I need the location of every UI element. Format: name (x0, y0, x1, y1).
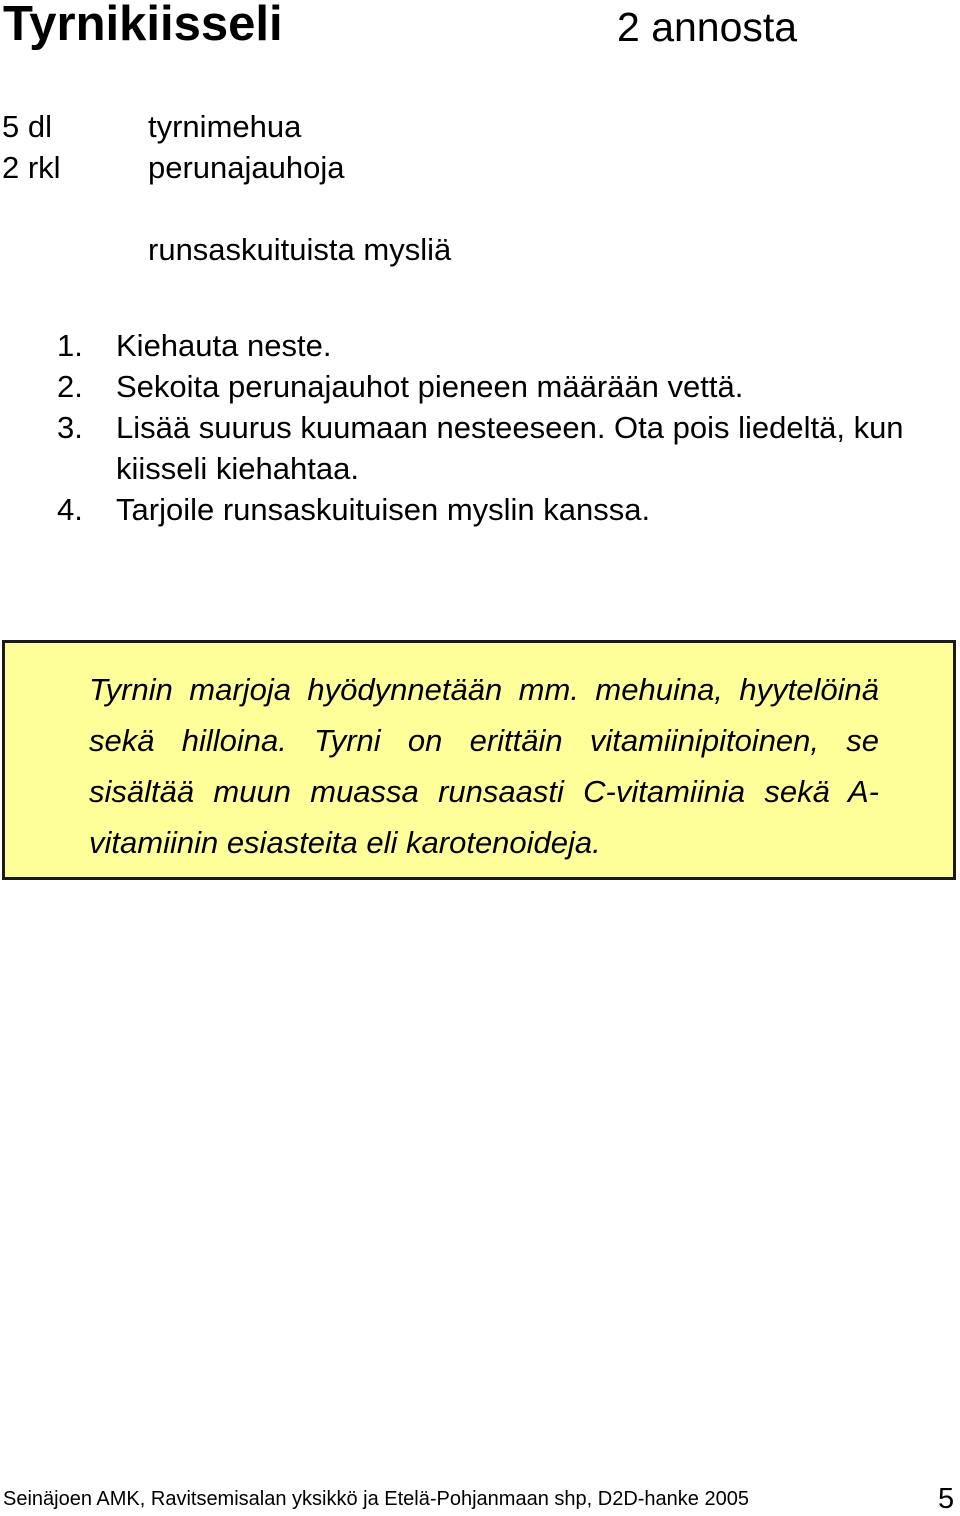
recipe-title: Tyrnikiisseli (3, 0, 283, 51)
footer-text: Seinäjoen AMK, Ravitsemisalan yksikkö ja Etelä-Pohjanmaan shp, D2D-hanke 2005 (3, 1488, 749, 1510)
step-text: Tarjoile runsaskuituisen myslin kanssa. (116, 492, 651, 527)
step-item (0, 325, 960, 366)
step-number: 4. (57, 492, 83, 527)
step-item (0, 489, 960, 530)
ingredient-name: tyrnimehua (148, 109, 302, 144)
ingredient-name: perunajauhoja (148, 150, 345, 185)
step-text: Kiehauta neste. (116, 328, 332, 363)
step-text: Lisää suurus kuumaan nesteeseen. Ota pois liedeltä, kun kiisseli kiehahtaa. (116, 410, 904, 486)
ingredient-amount: 5 dl (2, 109, 52, 144)
step-item (0, 407, 960, 489)
info-box (2, 640, 956, 880)
step-text: Sekoita perunajauhot pieneen määrään vettä. (116, 369, 744, 404)
info-text: Tyrnin marjoja hyödynnetään mm. mehuina, hyytelöinä sekä hilloina. Tyrni on erittäin vitamiinipitoinen, se sisältää muun muassa runsaasti C-vitamiinia sekä A-vitamiinin esiasteita eli karotenoideja. (89, 672, 879, 860)
ingredient-amount: 2 rkl (2, 150, 61, 185)
servings-label: 2 annosta (617, 4, 798, 50)
step-item (0, 366, 960, 407)
page-number: 5 (938, 1483, 955, 1515)
ingredient-name: runsaskuituista mysliä (148, 232, 452, 267)
instruction-steps (0, 325, 960, 530)
step-number: 1. (57, 328, 83, 363)
step-number: 3. (57, 410, 83, 445)
step-number: 2. (57, 369, 83, 404)
